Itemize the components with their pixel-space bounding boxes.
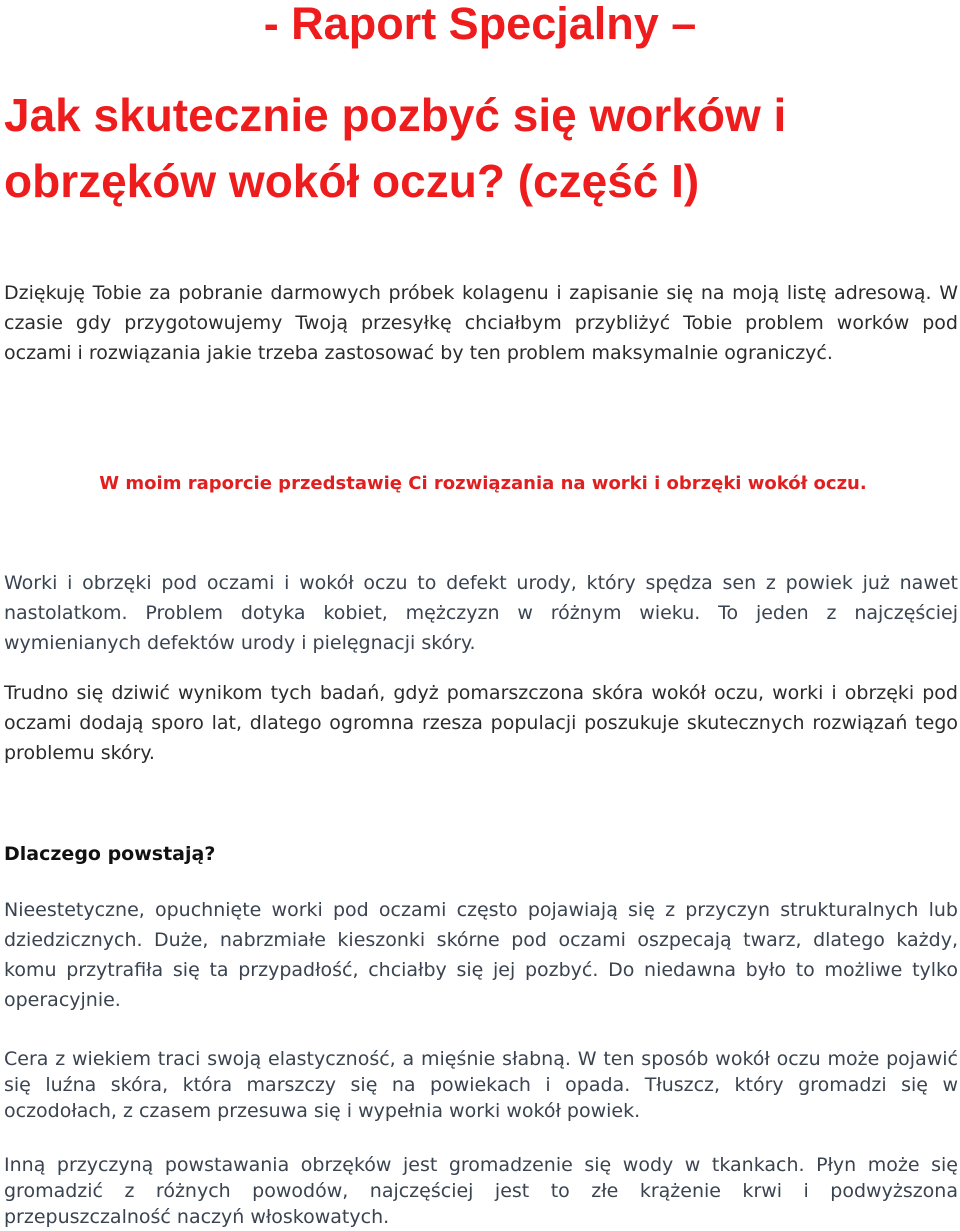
section-paragraph-3: Inną przyczyną powstawania obrzęków jest gromadzenie się wody w tkankach. Płyn może się gromadzić z różnych powodów, najczęściej jest to złe krążenie krwi i podwyższona przepuszczalność naczyń włoskowatych.	[4, 1154, 958, 1228]
section-heading: Dlaczego powstają?	[4, 843, 216, 865]
report-title: Jak skutecznie pozbyć się worków i obrzęków wokół oczu? (część I)	[4, 89, 787, 207]
body-paragraph-2: Trudno się dziwić wynikom tych badań, gdyż pomarszczona skóra wokół oczu, worki i obrzęki pod oczami dodają sporo lat, dlatego ogromna rzesza populacji poszukuje skutecznych rozwiązań tego problemu skóry.	[4, 682, 958, 764]
intro-paragraph: Dziękuję Tobie za pobranie darmowych próbek kolagenu i zapisanie się na moją listę adresową. W czasie gdy przygotowujemy Twoją przesyłkę chciałbym przybliżyć Tobie problem worków pod oczami i rozwiązania jakie trzeba zastosować by ten problem maksymalnie ograniczyć.	[4, 282, 958, 364]
section-paragraph-1: Nieestetyczne, opuchnięte worki pod oczami często pojawiają się z przyczyn strukturalnych lub dziedzicznych. Duże, nabrzmiałe kieszonki skórne pod oczami oszpecają twarz, dlatego każdy, komu przytrafiła się ta przypadłość, chciałby się jej pozbyć. Do niedawna było to możliwe tylko operacyjnie.	[4, 899, 958, 1011]
section-paragraph-2: Cera z wiekiem traci swoją elastyczność, a mięśnie słabną. W ten sposób wokół oczu może pojawić się luźna skóra, która marszczy się na powiekach i opada. Tłuszcz, który gromadzi się w oczodołach, z czasem przesuwa się i wypełnia worki wokół powiek.	[4, 1048, 958, 1122]
body-paragraph-1: Worki i obrzęki pod oczami i wokół oczu to defekt urody, który spędza sen z powiek już nawet nastolatkom. Problem dotyka kobiet, mężczyzn w różnym wieku. To jeden z najczęściej wymienianych defektów urody i pielęgnacji skóry.	[4, 572, 958, 654]
report-tag: - Raport Specjalny –	[263, 0, 697, 49]
intro-highlight: W moim raporcie przedstawię Ci rozwiązania na worki i obrzęki wokół oczu.	[99, 473, 867, 494]
